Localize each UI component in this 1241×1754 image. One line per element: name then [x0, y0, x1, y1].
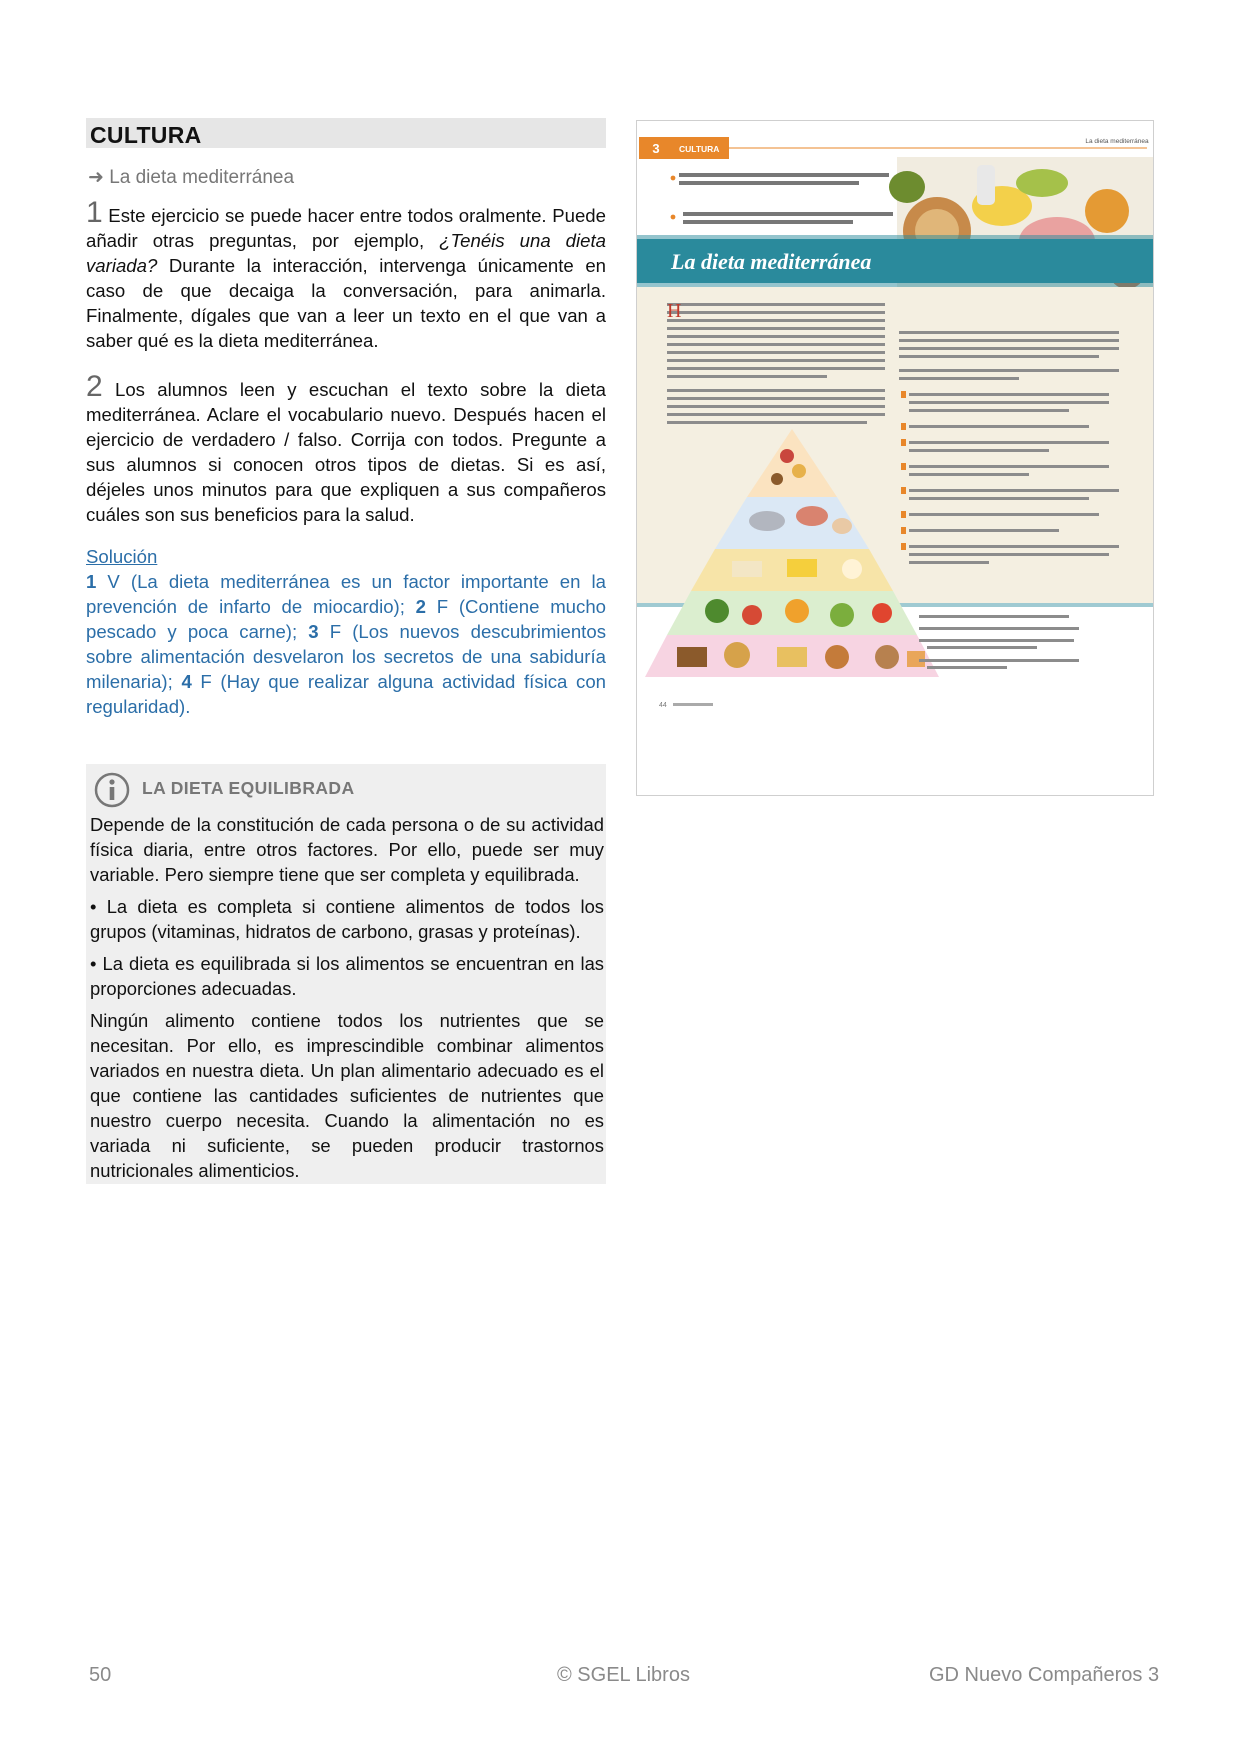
- info-box: [86, 764, 606, 1184]
- solution-text: V (La dieta mediterránea es un factor importante en la prevención de infarto de miocardio);: [86, 571, 606, 617]
- exercise-text: Los alumnos leen y escuchan el texto sobre la dieta mediterránea. Aclare el vocabulario nuevo. Después hacen el ejercicio de verdadero / falso. Corrija con todos. Pregunte a sus alumnos si conocen otros tipos de dietas. Si es así, déjeles unos minutos para que expliquen a sus compañeros cuáles son sus beneficios para la salud.: [86, 379, 606, 525]
- thumbnail-page-number: 44: [659, 702, 667, 709]
- info-icon: [92, 770, 132, 810]
- solution-number: 4: [181, 671, 192, 692]
- student-book-page-thumbnail: [636, 120, 1154, 796]
- solution-number: 1: [86, 571, 97, 592]
- exercise-1: [86, 196, 606, 353]
- svg-text:H: H: [667, 300, 682, 322]
- info-box-title: LA DIETA EQUILIBRADA: [142, 778, 355, 798]
- exercise-number: 2: [86, 370, 103, 403]
- solution-block: [86, 544, 606, 719]
- info-bullet: • La dieta es completa si contiene alimentos de todos los grupos (vitaminas, hidratos de carbono, grasas y proteínas).: [90, 896, 604, 942]
- info-bullet: • La dieta es equilibrada si los alimentos se encuentran en las proporciones adecuadas.: [90, 953, 604, 999]
- info-paragraph: Ningún alimento contiene todos los nutrientes que se necesitan. Por ello, es imprescindible combinar alimentos variados en nuestra dieta. Un plan alimentario adecuado es el que contiene las cantidades suficientes de nutrientes que nuestro cuerpo necesita. Cuando la alimentación no es variada ni suficiente, se pueden producir trastornos nutricionales alimenticios.: [90, 1010, 604, 1181]
- solution-title: Solución: [86, 546, 158, 567]
- copyright: © SGEL Libros: [557, 1664, 690, 1686]
- unit-label: CULTURA: [679, 144, 720, 154]
- section-header: [86, 118, 606, 148]
- unit-number: 3: [652, 141, 660, 156]
- exercise-2: [86, 370, 606, 527]
- solution-number: 2: [415, 596, 426, 617]
- exercise-text: Durante la interacción, intervenga únicamente en caso de que decaiga la conversación, para animarla. Finalmente, dígales que van a leer un texto en el que van a saber qué es la dieta mediterránea.: [86, 255, 606, 351]
- book-title: GD Nuevo Compañeros 3: [929, 1664, 1160, 1686]
- exercise-number: 1: [86, 196, 103, 229]
- running-head: La dieta mediterránea: [1085, 138, 1149, 145]
- solution-number: 3: [308, 621, 319, 642]
- page-number: 50: [89, 1664, 112, 1686]
- exercise-text: Este ejercicio se puede hacer entre todos oralmente. Puede añadir otras preguntas, por ejemplo,: [86, 205, 606, 251]
- exercise-example: ¿Tenéis una dieta variada?: [86, 230, 606, 276]
- solution-text: F (Contiene mucho pescado y poca carne);: [86, 596, 606, 642]
- banner-title: La dieta mediterránea: [671, 249, 872, 274]
- info-box-text: [90, 812, 604, 1190]
- info-box-header: [92, 770, 132, 806]
- solution-text: F (Los nuevos descubrimientos sobre alimentación desvelaron los secretos de una sabiduría milenaria);: [86, 621, 606, 692]
- solution-text: F (Hay que realizar alguna actividad física con regularidad).: [86, 671, 607, 717]
- section-title: CULTURA: [90, 122, 202, 148]
- info-paragraph: Depende de la constitución de cada persona o de su actividad física diaria, entre otros factores. Por ello, puede ser muy variable. Pero siempre tiene que ser completa y equilibrada.: [90, 814, 604, 885]
- thumbnail-illustration: [637, 121, 1153, 795]
- section-subtitle: ➜ La dieta mediterránea: [88, 167, 295, 188]
